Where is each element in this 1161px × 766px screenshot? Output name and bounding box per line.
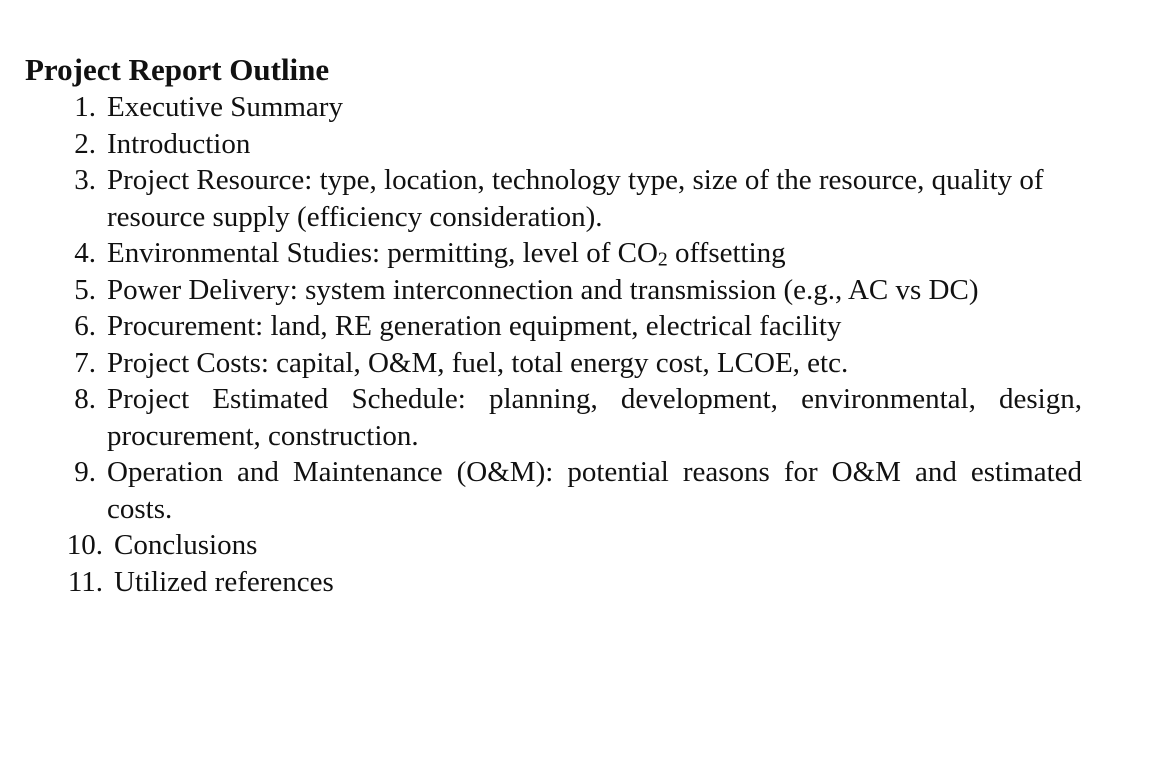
item-number: 4. bbox=[74, 237, 96, 269]
list-item bbox=[0, 162, 1161, 235]
item-text: Utilized references bbox=[114, 565, 334, 598]
item-text: Project Resource: type, location, technology type, size of the resource, quality of resource supply (efficiency consideration). bbox=[107, 164, 1044, 233]
item-number: 2. bbox=[74, 127, 96, 160]
item-number: 10. bbox=[66, 529, 103, 561]
item-text-part: Environmental Studies: permitting, level of CO bbox=[107, 237, 658, 269]
item-text: Conclusions bbox=[114, 529, 258, 561]
list-item bbox=[0, 564, 1161, 601]
item-number: 3. bbox=[74, 164, 96, 196]
item-number: 8. bbox=[74, 383, 96, 415]
item-number: 11. bbox=[67, 565, 103, 598]
list-item bbox=[0, 89, 1161, 126]
list-item bbox=[0, 527, 1161, 564]
item-text: Procurement: land, RE generation equipment, electrical facility bbox=[107, 310, 842, 342]
item-text: Power Delivery: system interconnection and transmission (e.g., AC vs DC) bbox=[107, 273, 979, 306]
item-number: 1. bbox=[74, 91, 96, 123]
list-item bbox=[0, 126, 1161, 163]
item-text: Introduction bbox=[107, 127, 251, 160]
subscript-text: 2 bbox=[657, 248, 668, 271]
list-item bbox=[0, 381, 1161, 454]
item-number: 6. bbox=[74, 310, 96, 342]
item-text bbox=[107, 235, 1082, 272]
list-item bbox=[0, 454, 1161, 527]
page-title: Project Report Outline bbox=[25, 52, 330, 87]
list-item bbox=[0, 308, 1161, 345]
list-item bbox=[0, 345, 1161, 382]
item-number: 7. bbox=[74, 346, 96, 379]
item-text: Executive Summary bbox=[107, 91, 343, 123]
list-item bbox=[0, 272, 1161, 309]
list-item bbox=[0, 235, 1161, 272]
item-number: 9. bbox=[74, 456, 96, 488]
item-text-part: offsetting bbox=[667, 237, 786, 269]
item-text: Project Costs: capital, O&M, fuel, total energy cost, LCOE, etc. bbox=[107, 346, 849, 379]
item-text: Project Estimated Schedule: planning, development, environmental, design, procurement, construction. bbox=[107, 383, 1082, 452]
outline-list bbox=[0, 89, 1161, 600]
item-text: Operation and Maintenance (O&M): potential reasons for O&M and estimated costs. bbox=[107, 456, 1082, 525]
item-number: 5. bbox=[74, 273, 96, 306]
